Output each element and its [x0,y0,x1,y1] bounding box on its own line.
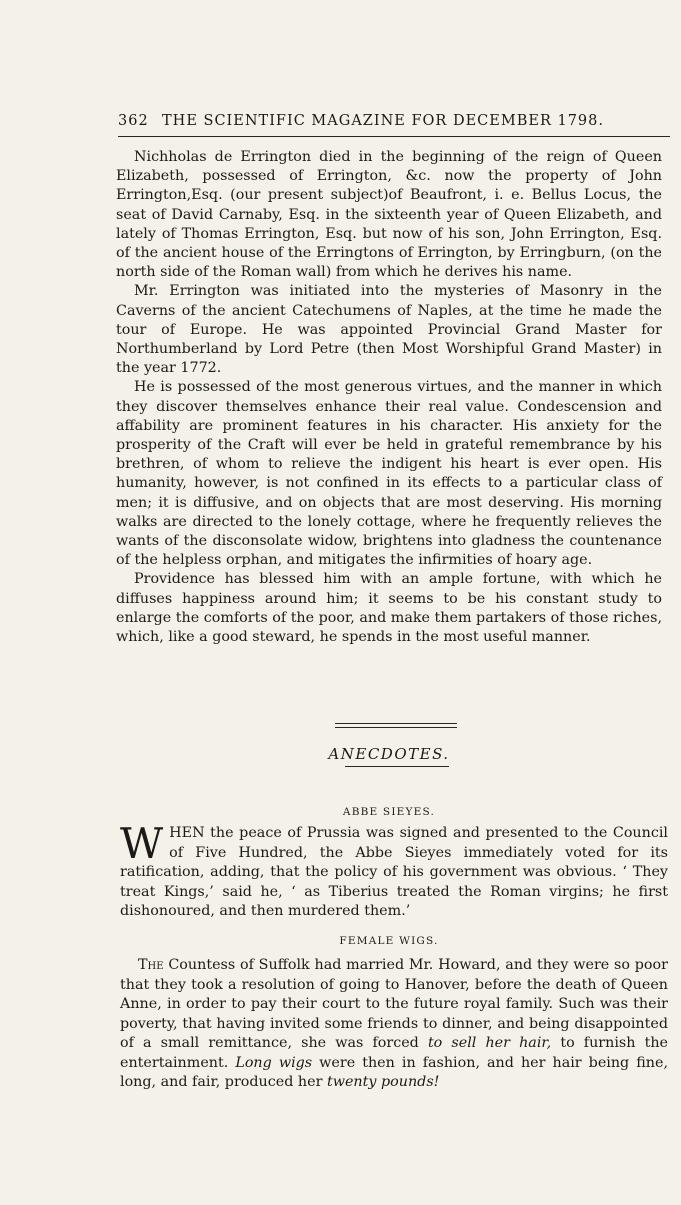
anecdote-text: HEN the peace of Prussia was signed and presented to the Council of Five Hundred, the Abbe Sieyes immediately voted for its ratification, adding, that the policy of his government was obvious. ‘ They treat Kings,’ said he, ‘ as Tiberius treated the Roman virgins; he first dishonoured, and then murdered them.’ [120,825,668,919]
paragraph: Providence has blessed him with an ample fortune, with which he diffuses happiness around him; it seems to be his constant study to enlarge the comforts of the poor, and make them partakers of those riches, which, like a good steward, he spends in the most useful manner. [116,571,662,646]
paragraph: Nichholas de Errington died in the beginning of the reign of Queen Elizabeth, possessed of Errington, &c. now the property of John Errington,Esq. (our present subject)of Beaufront, i. e. Bellus Locus, the seat of David Carnaby, Esq. in the sixteenth year of Queen Elizabeth, and lately of Thomas Errington, Esq. but now of his son, John Errington, Esq. of the ancient house of the Erringtons of Errington, by Erringburn, (on the north side of the Roman wall) from which he derives his name. [116,149,662,281]
drop-cap: W [120,819,164,868]
header-rule [118,136,670,137]
section-title: ANECDOTES. [328,745,450,763]
section-divider-bottom [335,727,457,728]
running-title: THE SCIENTIFIC MAGAZINE FOR DECEMBER 1798. [162,113,604,129]
section-divider-top [335,723,457,724]
anecdote-wigs [120,956,668,1093]
anecdote-heading-sieyes: ABBE SIEYES. [342,806,436,818]
running-header [118,113,643,135]
paragraph: He is possessed of the most generous virtues, and the manner in which they discover themselves enhance their real value. Condescension and affability are prominent features in his character. His anxiety for the prosperity of the Craft will ever be held in grateful remembrance by his brethren, of whom to relieve the indigent his heart is ever open. His humanity, however, is not confined in its effects to a particular class of men; it is diffusive, and on objects that are most deserving. His morning walks are directed to the lonely cottage, where he frequently relieves the wants of the disconsolate widow, brightens into gladness the countenance of the helpless orphan, and mitigates the infirmities of hoary age. [116,379,662,569]
paragraph: Mr. Errington was initiated into the mysteries of Masonry in the Caverns of the ancient Catechumens of Naples, at the time he made the tour of Europe. He was appointed Provincial Grand Master for Northumberland by Lord Petre (then Most Worshipful Grand Master) in the year 1772. [116,283,662,377]
section-title-rule [345,766,449,767]
article-body [116,148,662,647]
anecdote-text: The Countess of Suffolk had married Mr. Howard, and they were so poor that they took a resolution of going to Hanover, before the death of Queen Anne, in order to pay their court to the future royal family. Such was their poverty, that having invited some friends to dinner, and being disappointed of a small remittance, she was forced to sell her hair, to furnish the entertainment. Long wigs were then in fashion, and her hair being fine, long, and fair, produced her twenty pounds! [120,957,669,1090]
page-number: 362 [118,113,149,129]
anecdote-heading-wigs: FEMALE WIGS. [339,935,439,947]
anecdote-sieyes [120,819,668,922]
lead-word: The [138,957,164,973]
